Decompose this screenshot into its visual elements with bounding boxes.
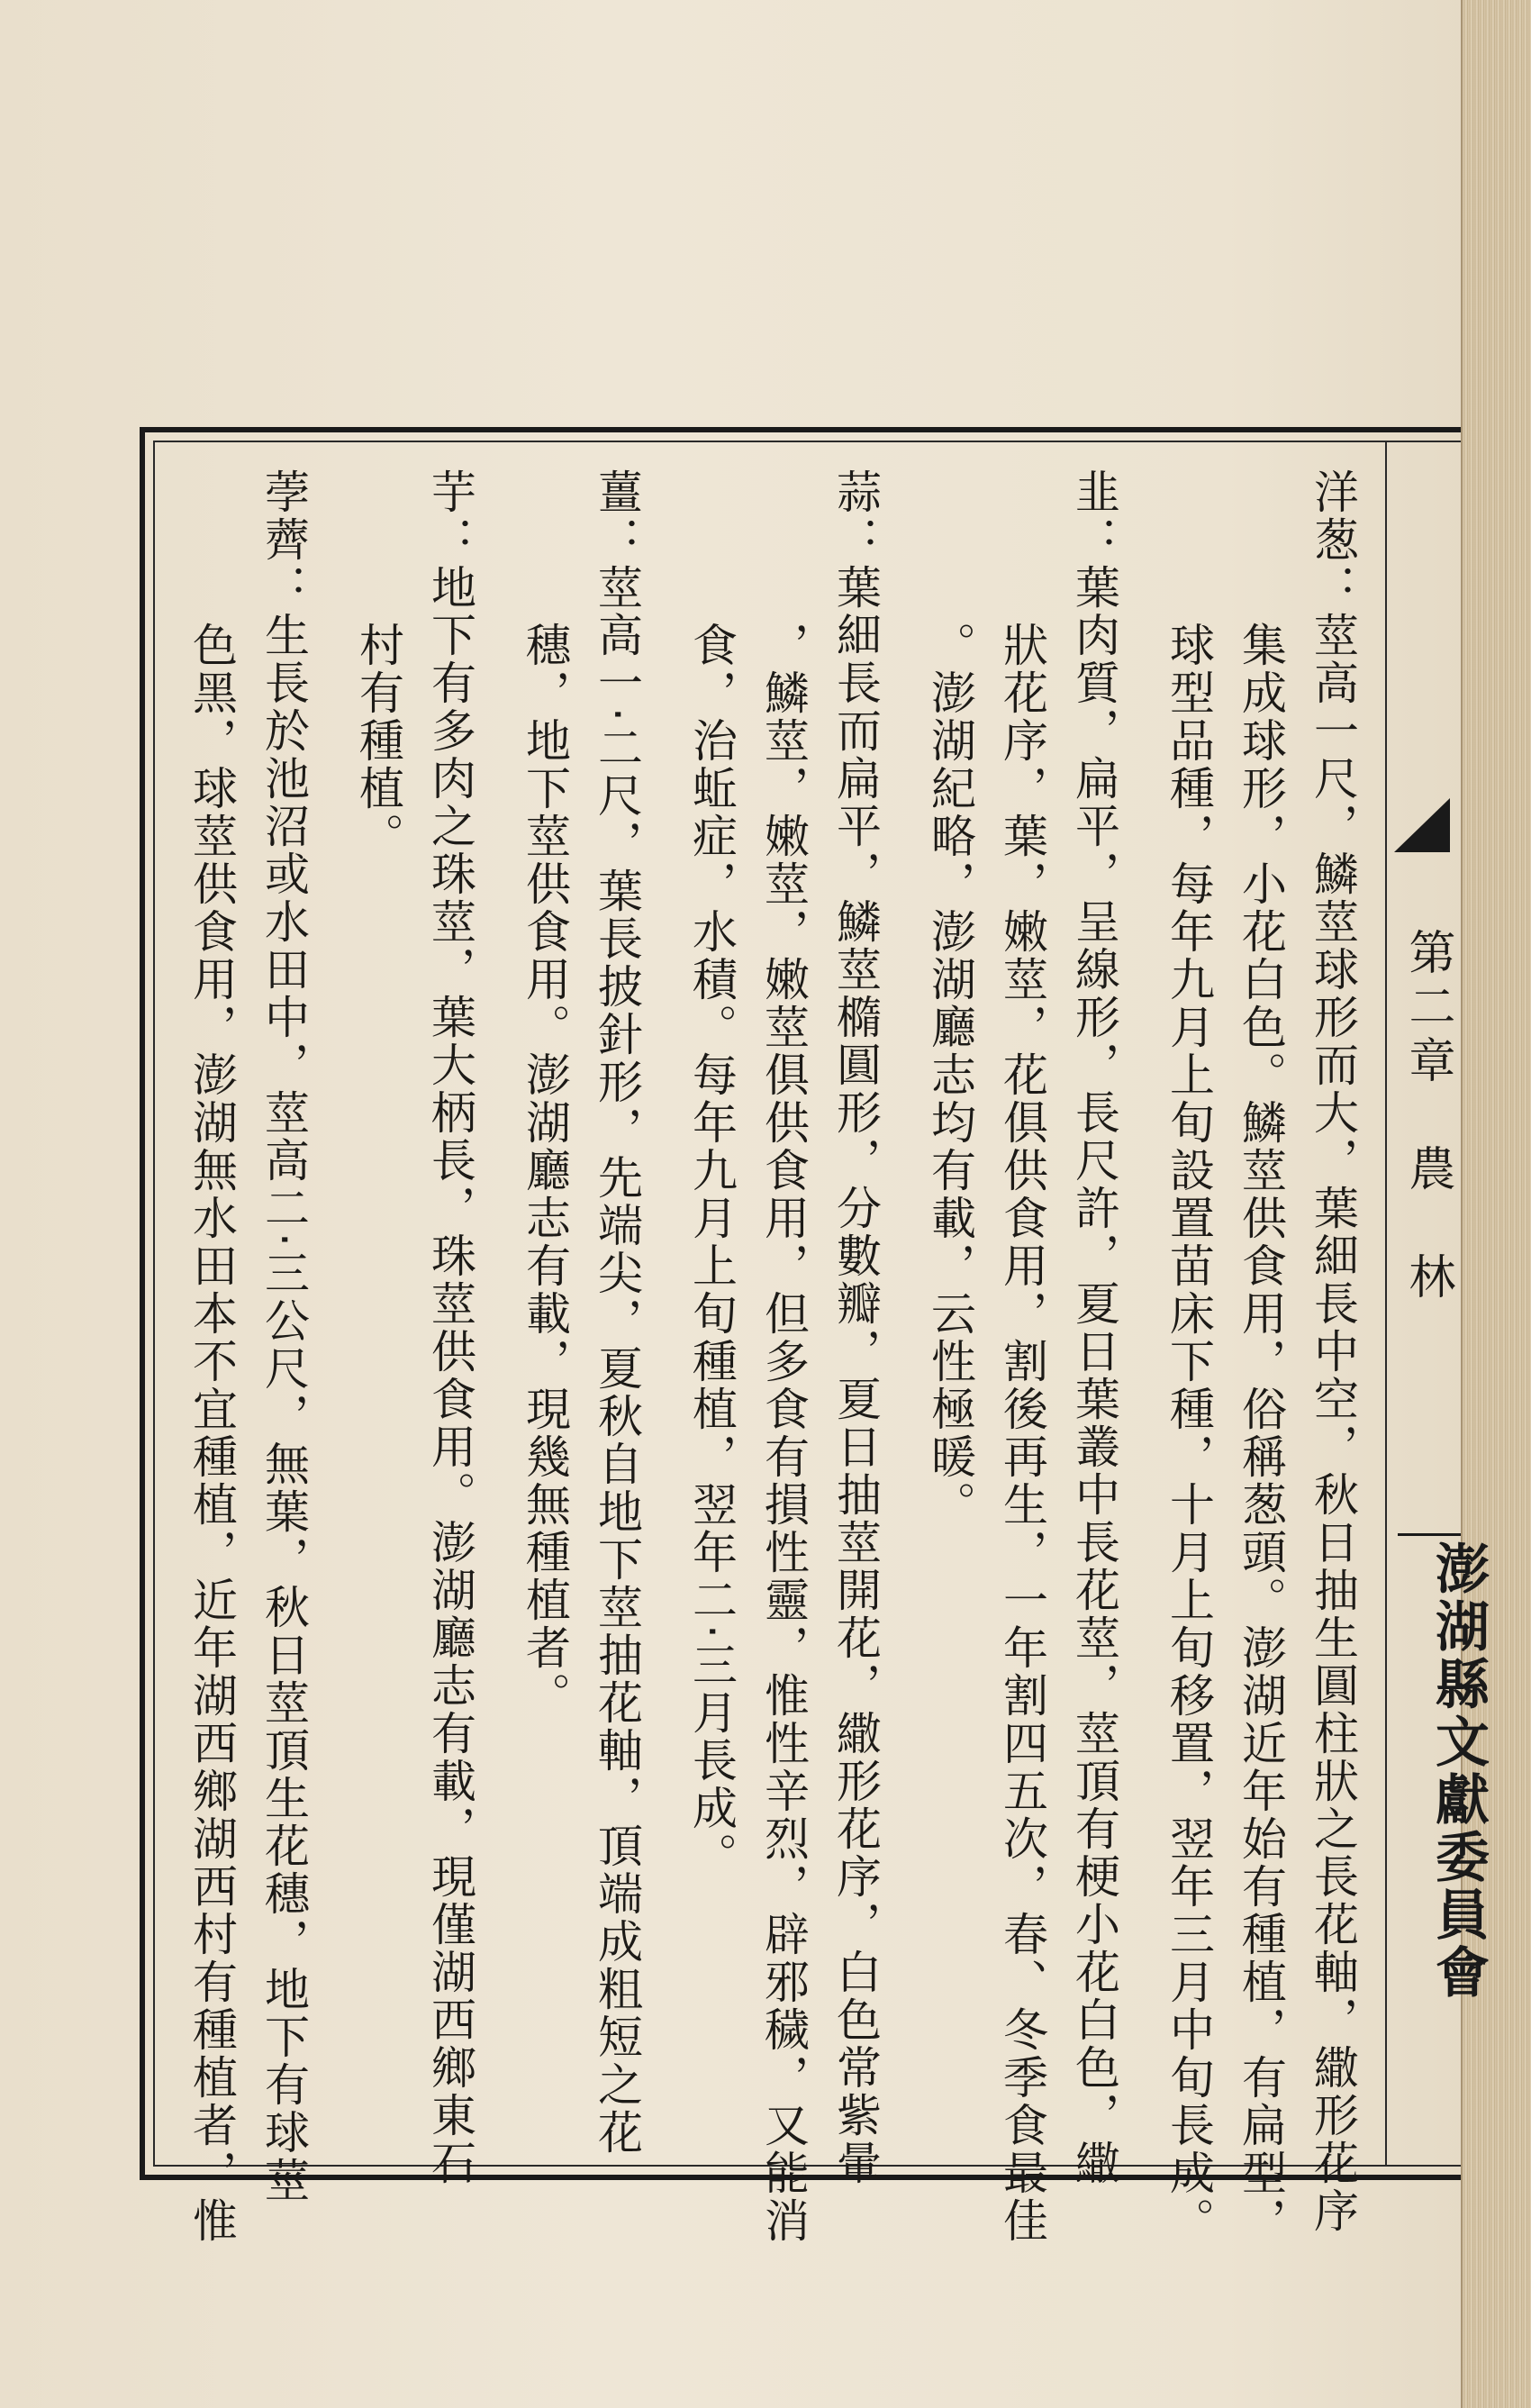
text-column: 芋：地下有多肉之珠莖，葉大柄長，珠莖供食用。澎湖廳志有載，現僅湖西鄉東石 xyxy=(424,468,476,2187)
text-column: 洋葱：莖高一尺，鱗莖球形而大，葉細長中空，秋日抽生圓柱狀之長花軸，繖形花序 xyxy=(1307,468,1359,2235)
chapter-title: 第二章 農 林 xyxy=(1400,928,1454,1306)
running-head: 澎湖縣文獻委員會 xyxy=(1427,1540,1490,2002)
text-column: 。澎湖紀略，澎湖廳志均有載，云性極暖。 xyxy=(924,622,976,1529)
text-column: 色黑，球莖供食用，澎湖無水田本不宜種植，近年湖西鄉湖西村有種植者，惟 xyxy=(186,622,238,2245)
text-column: 蒜：葉細長而扁平，鱗莖橢圓形，分數瓣，夏日抽莖開花，繖形花序，白色常紫暈 xyxy=(829,468,882,2187)
text-column: 食，治蚯症，水積。每年九月上旬種植，翌年二‧三月長成。 xyxy=(685,622,738,1880)
margin-divider xyxy=(1385,442,1387,2165)
book-edge xyxy=(1461,0,1531,2408)
chapter-marker xyxy=(1394,798,1450,852)
text-column: 韭：葉肉質，扁平，呈線形，長尺許，夏日葉叢中長花莖，莖頂有梗小花白色，繖 xyxy=(1068,468,1120,2187)
body-text xyxy=(171,468,1360,2245)
text-column: 集成球形，小花白色。鱗莖供食用，俗稱葱頭。澎湖近年始有種植，有扁型， xyxy=(1235,622,1287,2245)
text-column: 穗，地下莖供食用。澎湖廳志有載，現幾無種植者。 xyxy=(519,622,571,1720)
running-head-rule xyxy=(1398,1533,1461,1536)
text-column: 狀花序，葉，嫩莖，花俱供食用，割後再生，一年割四五次，春、冬季食最佳 xyxy=(996,622,1048,2245)
text-column: 村有種植。 xyxy=(352,622,404,860)
text-column: 薑：莖高一‧二尺，葉長披針形，先端尖，夏秋自地下莖抽花軸，頂端成粗短之花 xyxy=(591,468,643,2157)
text-column: ，鱗莖，嫩莖，嫩莖俱供食用，但多食有損性靈，惟性辛烈，辟邪穢，又能消 xyxy=(757,622,810,2245)
text-column: 荸薺：生長於池沼或水田中，莖高二‧三公尺，無葉，秋日莖頂生花穗，地下有球莖 xyxy=(258,468,310,2204)
text-column: 球型品種，每年九月上旬設置苗床下種，十月上旬移置，翌年三月中旬長成。 xyxy=(1163,622,1215,2245)
